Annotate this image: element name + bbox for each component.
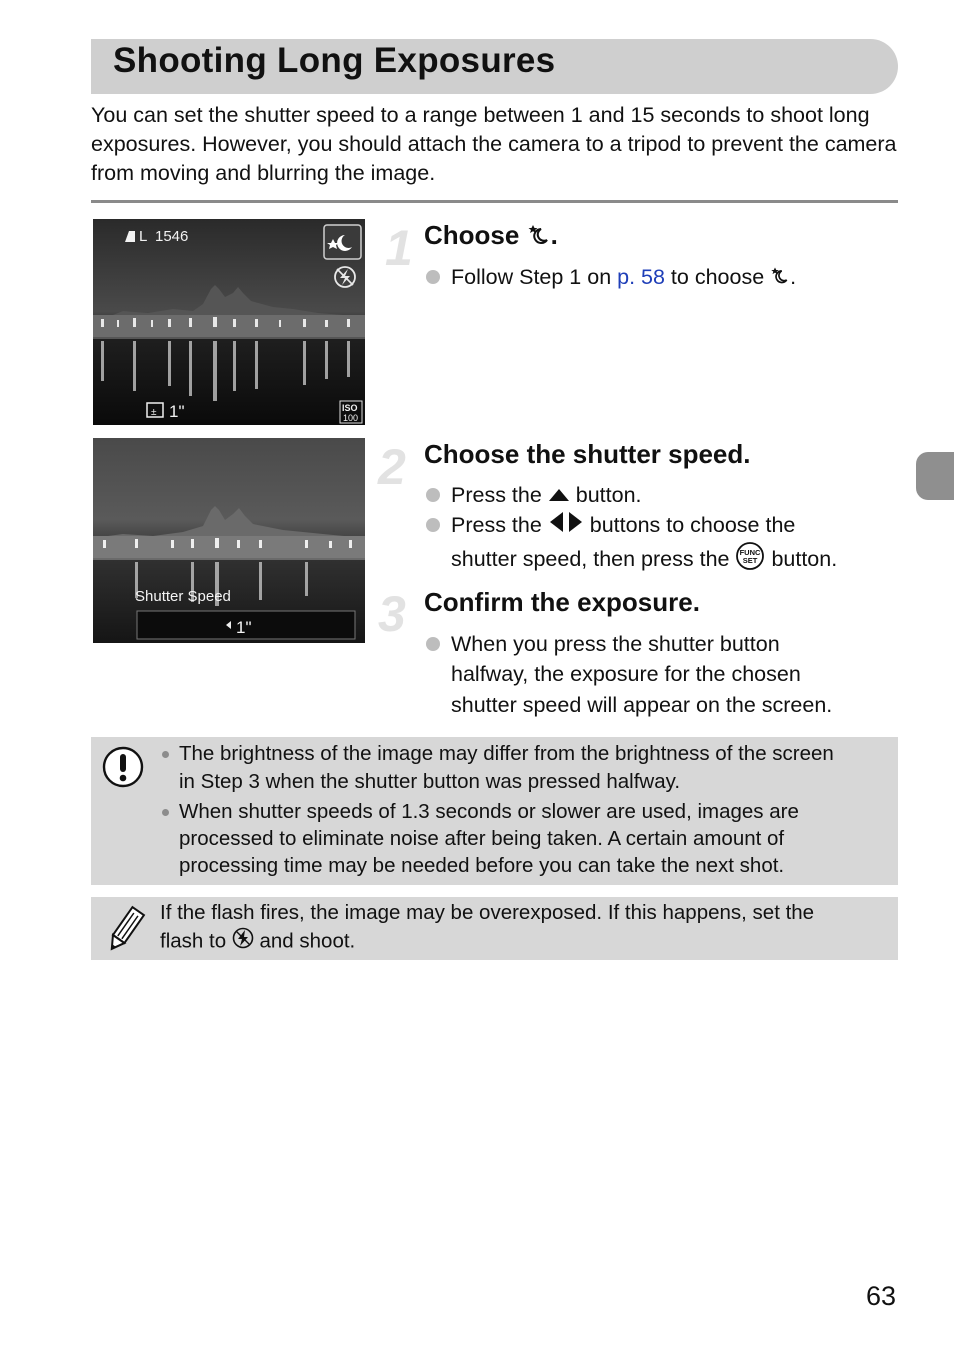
quality-indicator: L bbox=[139, 228, 148, 245]
page-number: 63 bbox=[866, 1281, 897, 1311]
iso-label: ISO bbox=[342, 403, 358, 413]
iso-value: 100 bbox=[343, 413, 359, 423]
page-title: Shooting Long Exposures bbox=[113, 41, 556, 80]
long-shutter-mode-icon bbox=[527, 222, 551, 253]
step-number-3: 3 bbox=[378, 586, 406, 642]
caution-icon bbox=[101, 745, 145, 794]
section-divider bbox=[91, 200, 898, 203]
caution-bullet-dot bbox=[162, 809, 169, 816]
shutter-speed-label: Shutter Speed bbox=[135, 588, 231, 605]
caution-box bbox=[91, 737, 898, 885]
long-shutter-mode-icon bbox=[770, 263, 790, 294]
night-scene-image bbox=[93, 438, 365, 643]
camera-screen-step-2 bbox=[93, 438, 365, 643]
step-2-title: Choose the shutter speed. bbox=[424, 439, 751, 469]
svg-text:±: ± bbox=[151, 407, 157, 418]
svg-text:SET: SET bbox=[743, 556, 758, 565]
bullet-dot bbox=[426, 488, 440, 502]
caution-item-1-line-2: in Step 3 when the shutter button was pressed halfway. bbox=[179, 770, 681, 793]
caution-item-1-line-1: The brightness of the image may differ from the brightness of the screen bbox=[179, 742, 834, 765]
page-link[interactable]: p. 58 bbox=[617, 265, 665, 289]
shutter-speed-value: 1" bbox=[236, 618, 252, 637]
step-number-1: 1 bbox=[385, 220, 413, 276]
intro-paragraph: You can set the shutter speed to a range between 1 and 15 seconds to shoot long exposures. However, you should attach the camera to a tripod to prevent the camera from moving and blurring the image. bbox=[91, 103, 897, 185]
chapter-tab bbox=[916, 452, 954, 500]
camera-screen-step-1 bbox=[93, 219, 365, 425]
pencil-note-icon bbox=[104, 905, 146, 960]
step-title-text: Choose bbox=[424, 220, 520, 250]
step-3-title: Confirm the exposure. bbox=[424, 587, 700, 617]
caution-item-2-line-3: processing time may be needed before you can take the next shot. bbox=[179, 854, 785, 877]
night-scene-image bbox=[93, 219, 365, 425]
func-set-button-icon bbox=[735, 541, 765, 580]
long-shutter-mode-icon bbox=[324, 225, 361, 259]
step-number-2: 2 bbox=[378, 439, 406, 495]
note-line-1: If the flash fires, the image may be overexposed. If this happens, set the bbox=[160, 901, 815, 924]
shot-count: 1546 bbox=[155, 228, 189, 245]
left-right-buttons-icon bbox=[548, 510, 584, 543]
bullet-dot bbox=[426, 637, 440, 651]
bullet-dot bbox=[426, 518, 440, 532]
step-1-title: Choose . bbox=[424, 220, 558, 253]
caution-item-2-line-2: processed to eliminate noise after being taken. A certain amount of bbox=[179, 827, 785, 850]
shutter-value: 1" bbox=[169, 402, 185, 421]
note-box bbox=[91, 897, 898, 960]
bullet-dot bbox=[426, 270, 440, 284]
caution-bullet-dot bbox=[162, 751, 169, 758]
caution-item-2-line-1: When shutter speeds of 1.3 seconds or slower are used, images are bbox=[179, 800, 799, 823]
svg-text:FUNC: FUNC bbox=[740, 548, 761, 557]
up-button-icon bbox=[548, 481, 570, 512]
flash-off-icon bbox=[232, 927, 254, 957]
note-line-2: flash to and shoot. bbox=[160, 927, 355, 957]
